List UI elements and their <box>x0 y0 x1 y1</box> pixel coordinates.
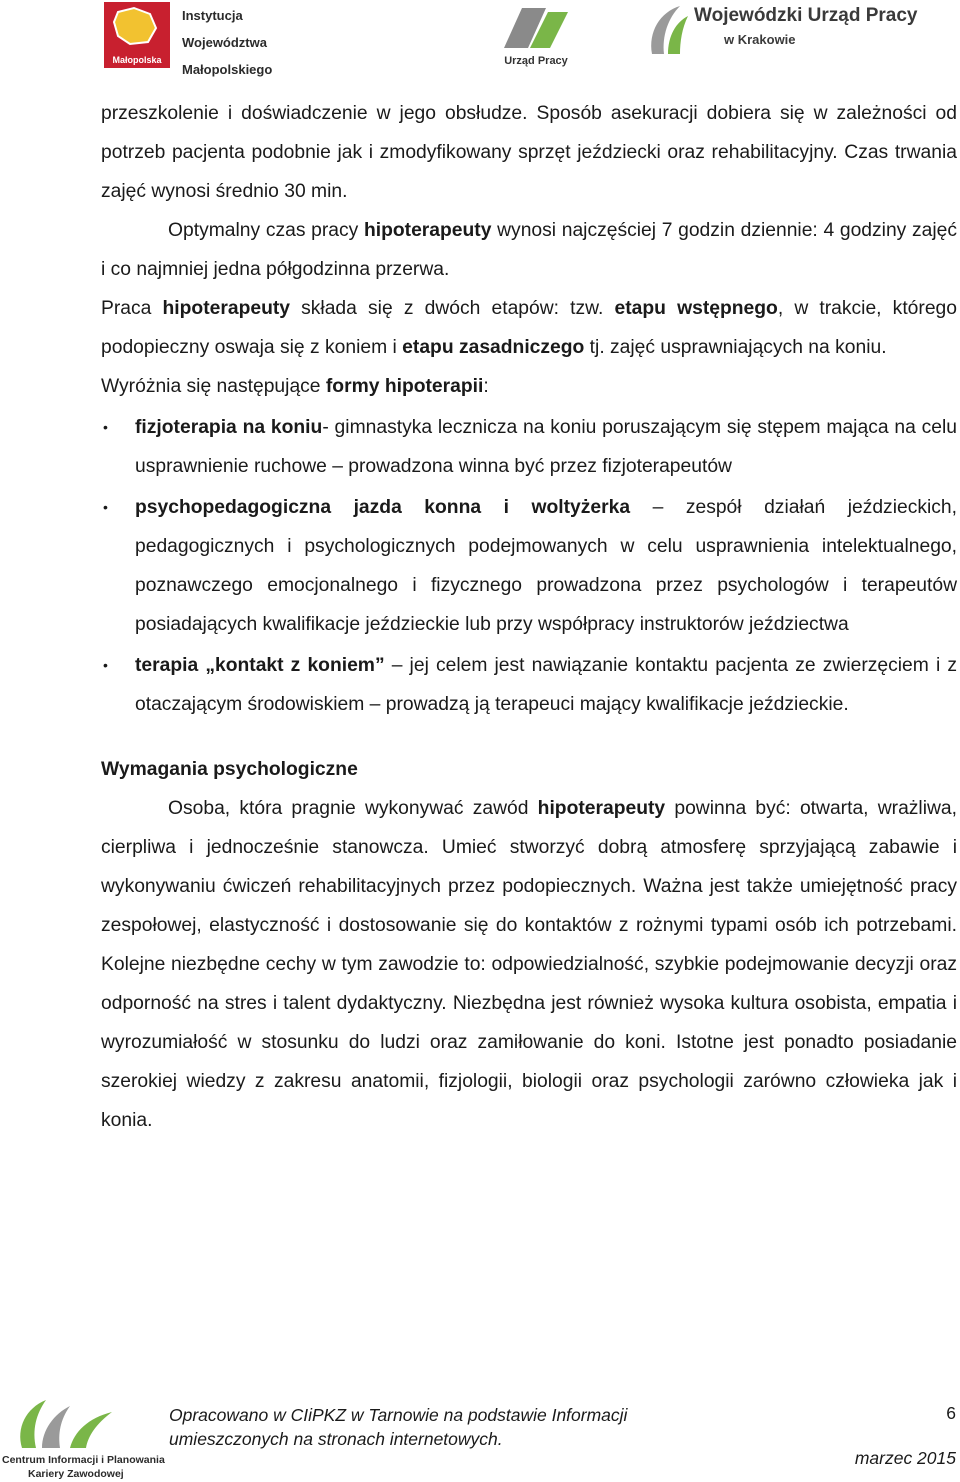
paragraph-working-time: Optymalny czas pracy hipoterapeuty wynosi najczęściej 7 godzin dziennie: 4 godziny zajęć i co najmniej jedna półgodzinna przerwa. <box>101 220 958 280</box>
footer-date: marzec 2015 <box>854 1448 956 1468</box>
imp-emblem <box>104 2 170 68</box>
wup-title: Wojewódzki Urząd Pracy <box>694 5 918 26</box>
paragraph-forms-intro: Wyróżnia się następujące formy hipoterapii: <box>101 376 489 397</box>
paragraph-stages: Praca hipoterapeuty składa się z dwóch etapów: tzw. etapu wstępnego, w trakcie, którego podopieczny oswaja się z koniem i etapu zasadniczego tj. zajęć usprawniających na koniu. <box>101 298 957 358</box>
page-number: 6 <box>946 1403 956 1423</box>
wup-subtitle: w Krakowie <box>724 32 796 47</box>
urzad-pracy-icon <box>496 2 576 54</box>
urzad-pracy-logo <box>496 2 576 70</box>
list-item: • fizjoterapia na koniu- gimnastyka lecznicza na koniu poruszającym się stępem mająca na celu usprawnienie ruchowe – prowadzona winna być przez fizjoterapeutów <box>135 408 957 486</box>
wup-logo <box>646 2 956 62</box>
paragraph-intro: przeszkolenie i doświadczenie w jego obsłudze. Sposób asekuracji dobiera się w zależności od potrzeb pacjenta podobnie jak i zmodyfikowany sprzęt jeździecki oraz rehabilitacyjny. Czas trwania zajęć wynosi średnio 30 min. <box>101 103 957 202</box>
ciipkz-logo-line1: Centrum Informacji i Planowania <box>2 1454 165 1466</box>
urzad-pracy-label: Urząd Pracy <box>504 55 568 67</box>
wup-swoosh-icon <box>646 2 690 58</box>
section-heading: Wymagania psychologiczne <box>101 759 358 780</box>
ciipkz-logo <box>2 1392 165 1480</box>
bullet-icon: • <box>103 419 108 435</box>
document-body <box>101 94 957 1140</box>
list-item: • terapia „kontakt z koniem” – jej celem jest nawiązanie kontaktu pacjenta ze zwierzęciem i z otaczającym środowiskiem – prowadzą ją terapeuci mający kwalifikacje jeździeckie. <box>135 646 957 724</box>
imp-logo <box>104 2 304 77</box>
bullet-icon: • <box>103 657 108 673</box>
footer-source-note: Opracowano w CIiPKZ w Tarnowie na podstawie Informacji umieszczonych na stronach internetowych. <box>169 1405 628 1449</box>
map-icon <box>104 2 170 54</box>
forms-list <box>101 408 957 724</box>
bullet-icon: • <box>103 499 108 515</box>
paragraph-requirements: Osoba, która pragnie wykonywać zawód hipoterapeuty powinna być: otwarta, wrażliwa, cierpliwa i jednocześnie stanowcza. Umieć stworzyć dobrą atmosferę sprzyjającą zabawie i wykonywaniu ćwiczeń rehabilitacyjnych przez podopiecznych. Ważna jest także umiejętność pracy zespołowej, elastyczność i dostosowanie się do kontaktów z rożnymi typami osób ich potrzebami. Kolejne niezbędne cechy w tym zawodzie to: odpowiedzialność, szybkie podejmowanie decyzji oraz odporność na stres i talent dydaktyczny. Niezbędna jest również wysoka kultura osobista, empatia i wyrozumiałość w stosunku do ludzi oraz zamiłowanie do koni. Istotne jest ponadto posiadanie szerokiej wiedzy z zakresu anatomii, fizjologii, biologii oraz psychologii zarówno człowieka jak i konia. <box>101 798 958 1131</box>
ciipkz-logo-line2: Kariery Zawodowej <box>28 1468 124 1480</box>
imp-emblem-label: Małopolska <box>112 55 162 65</box>
imp-logo-text: Instytucja Województwa Małopolskiego <box>182 8 273 77</box>
ciipkz-swoosh-icon <box>12 1392 122 1452</box>
list-item: • psychopedagogiczna jazda konna i woltyżerka – zespół działań jeździeckich, pedagogicznych i psychologicznych podejmowanych w celu usprawnienia intelektualnego, poznawczego emocjonalnego i fizycznego prowadzona przez psychologów i terapeutów posiadających kwalifikacje jeździeckie lub przy współpracy instruktorów jeździectwa <box>135 488 957 644</box>
